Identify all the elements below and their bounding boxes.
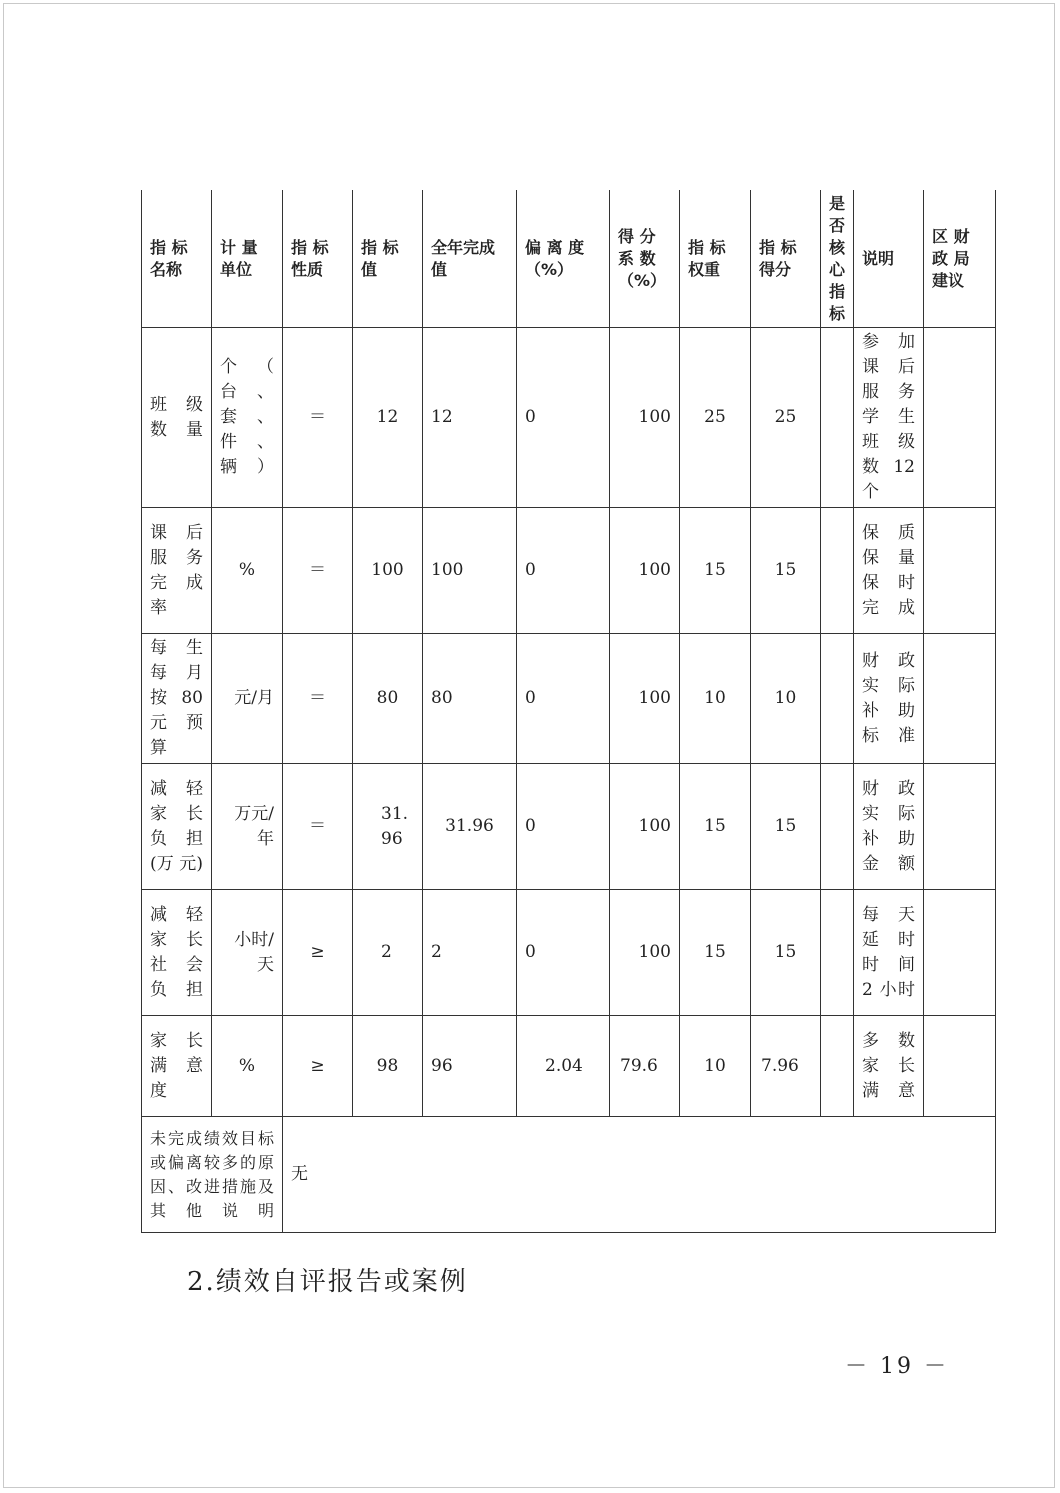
table-header-row: [142, 190, 996, 328]
actual-cell: 12: [423, 328, 517, 508]
weight-cell: 15: [680, 890, 751, 1016]
unit-cell: 个 （ 台 、 套 、 件 、 辆）: [212, 328, 283, 508]
performance-indicator-table: [141, 190, 996, 1233]
nature-cell: ≥: [283, 1016, 353, 1117]
core-cell: [821, 508, 854, 634]
table-row: [142, 508, 996, 634]
weight-cell: 15: [680, 508, 751, 634]
indicator-name: 每 生 每 月 按 80 元 预算: [142, 634, 212, 764]
indicator-name: 家 长 满 意度: [142, 1016, 212, 1117]
score-cell: 25: [751, 328, 821, 508]
table-row: [142, 634, 996, 764]
actual-cell: 100: [423, 508, 517, 634]
header-deviation: 偏 离 度（%）: [517, 190, 610, 328]
header-target-value: 指 标 值: [353, 190, 423, 328]
core-cell: [821, 764, 854, 890]
coefficient-cell: 79.6: [610, 1016, 680, 1117]
coefficient-cell: 100: [610, 508, 680, 634]
unit-cell: 元/月: [212, 634, 283, 764]
header-score: 指 标 得分: [751, 190, 821, 328]
header-suggestion: 区 财 政 局 建议: [924, 190, 996, 328]
suggestion-cell: [924, 634, 996, 764]
nature-cell: ＝: [283, 764, 353, 890]
weight-cell: 10: [680, 1016, 751, 1117]
target-cell: 80: [353, 634, 423, 764]
header-actual-value: 全年完成值: [423, 190, 517, 328]
header-indicator-name: 指 标 名称: [142, 190, 212, 328]
table-row: [142, 328, 996, 508]
indicator-name: 减 轻 家 长 负 担(万 元): [142, 764, 212, 890]
unit-cell: 小时/天: [212, 890, 283, 1016]
header-weight: 指 标 权重: [680, 190, 751, 328]
note-cell: 财 政 实 际 补 助 金 额: [854, 764, 924, 890]
weight-cell: 10: [680, 634, 751, 764]
core-cell: [821, 890, 854, 1016]
coefficient-cell: 100: [610, 328, 680, 508]
core-cell: [821, 328, 854, 508]
nature-cell: ≥: [283, 890, 353, 1016]
actual-cell: 80: [423, 634, 517, 764]
unit-cell: 万元/年: [212, 764, 283, 890]
note-cell: 每 天 延 时 时 间 2 小时: [854, 890, 924, 1016]
table-row: [142, 764, 996, 890]
score-cell: 15: [751, 508, 821, 634]
table-row: [142, 1016, 996, 1117]
deviation-cell: 2.04: [517, 1016, 610, 1117]
suggestion-cell: [924, 1016, 996, 1117]
header-nature: 指 标 性质: [283, 190, 353, 328]
header-score-coefficient: 得 分 系 数（%）: [610, 190, 680, 328]
target-cell: 31.96: [353, 764, 423, 890]
score-cell: 7.96: [751, 1016, 821, 1117]
unit-cell: %: [212, 1016, 283, 1117]
coefficient-cell: 100: [610, 764, 680, 890]
indicator-name: 减 轻 家 长 社 会 负 担: [142, 890, 212, 1016]
actual-cell: 2: [423, 890, 517, 1016]
target-cell: 100: [353, 508, 423, 634]
deviation-cell: 0: [517, 508, 610, 634]
deviation-cell: 0: [517, 634, 610, 764]
weight-cell: 25: [680, 328, 751, 508]
nature-cell: ＝: [283, 508, 353, 634]
core-cell: [821, 1016, 854, 1117]
header-is-core: 是否核心指标: [821, 190, 854, 328]
table-footer-row: [142, 1117, 996, 1233]
header-unit: 计 量 单位: [212, 190, 283, 328]
indicator-name: 课 后 服 务 完 成率: [142, 508, 212, 634]
note-cell: 多 数 家 长 满 意: [854, 1016, 924, 1117]
target-cell: 2: [353, 890, 423, 1016]
weight-cell: 15: [680, 764, 751, 890]
note-cell: 保 质 保 量 保 时 完 成: [854, 508, 924, 634]
actual-cell: 96: [423, 1016, 517, 1117]
indicator-name: 班 级 数 量: [142, 328, 212, 508]
deviation-cell: 0: [517, 328, 610, 508]
suggestion-cell: [924, 508, 996, 634]
table-row: [142, 890, 996, 1016]
unit-cell: %: [212, 508, 283, 634]
suggestion-cell: [924, 764, 996, 890]
suggestion-cell: [924, 890, 996, 1016]
footer-value: 无: [283, 1117, 996, 1233]
note-cell: 参 加 课 后 服 务 学 生 班 级 数 12个: [854, 328, 924, 508]
core-cell: [821, 634, 854, 764]
deviation-cell: 0: [517, 890, 610, 1016]
coefficient-cell: 100: [610, 890, 680, 1016]
deviation-cell: 0: [517, 764, 610, 890]
header-description: 说明: [854, 190, 924, 328]
note-cell: 财 政 实 际 补 助 标 准: [854, 634, 924, 764]
nature-cell: ＝: [283, 328, 353, 508]
score-cell: 15: [751, 890, 821, 1016]
actual-cell: 31.96: [423, 764, 517, 890]
footer-label: 未完成绩效目标或偏离较多的原因、改进措施及其他说明: [142, 1117, 283, 1233]
page-number: － 19 －: [845, 1354, 949, 1379]
section-heading: 2.绩效自评报告或案例: [187, 1267, 468, 1297]
suggestion-cell: [924, 328, 996, 508]
score-cell: 10: [751, 634, 821, 764]
target-cell: 12: [353, 328, 423, 508]
target-cell: 98: [353, 1016, 423, 1117]
coefficient-cell: 100: [610, 634, 680, 764]
score-cell: 15: [751, 764, 821, 890]
nature-cell: ＝: [283, 634, 353, 764]
